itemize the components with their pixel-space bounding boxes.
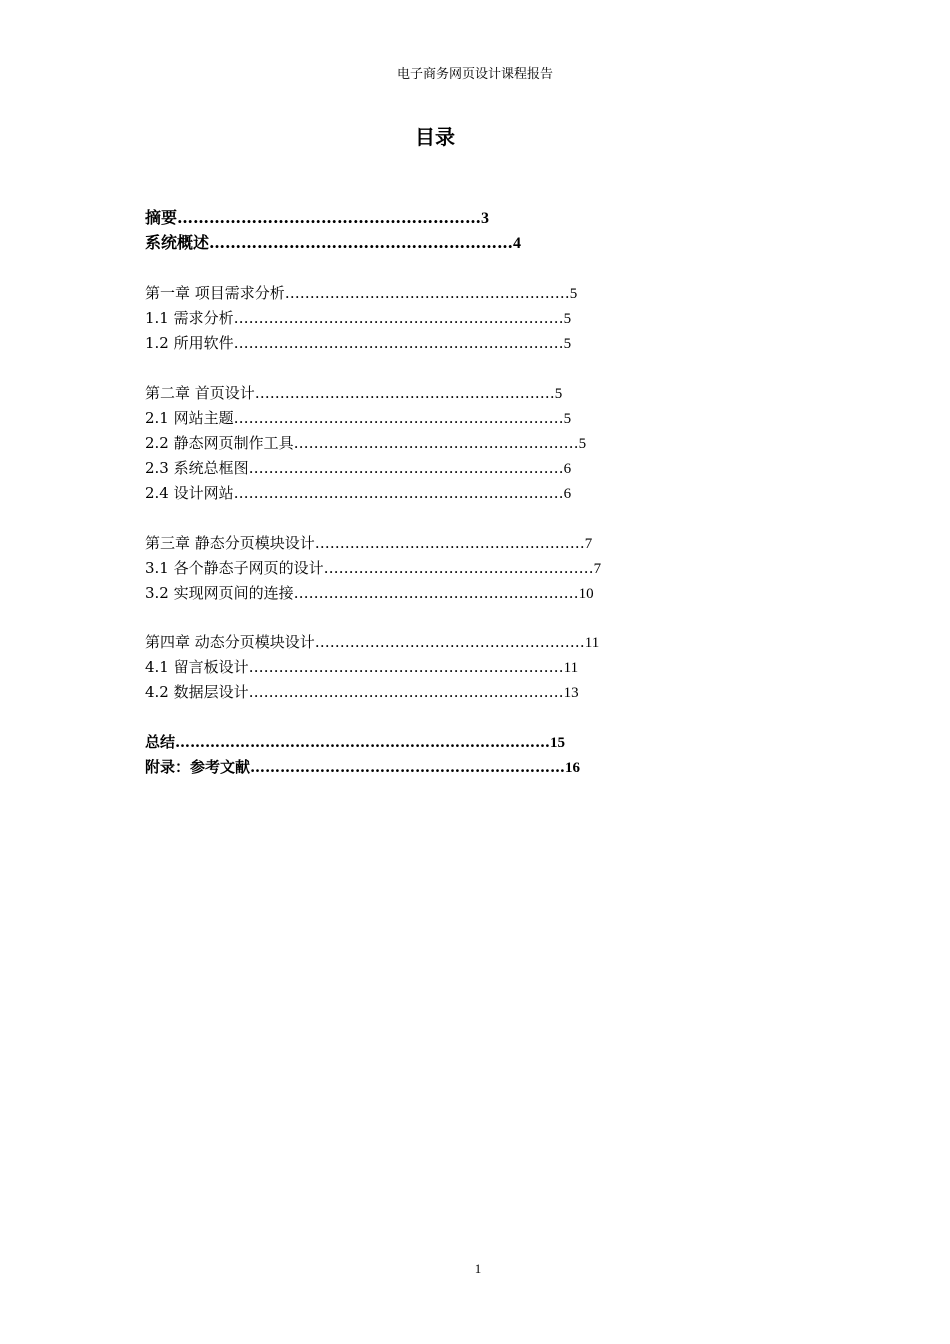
- toc-entry-label: 第三章 静态分页模块设计: [145, 534, 315, 552]
- toc-leader-dots: ………………………………………………………: [250, 758, 566, 776]
- toc-entry-page: 4: [513, 235, 522, 252]
- toc-entry-page: 7: [593, 561, 602, 577]
- toc-entry-page: 5: [563, 336, 572, 352]
- toc-entry-label: 第二章 首页设计: [145, 384, 255, 402]
- toc-entry-label: 3.1 各个静态子网页的设计: [145, 559, 324, 577]
- toc-leader-dots: …………………………………………………………………: [175, 733, 551, 751]
- toc-entry-label: 2.4 设计网站: [145, 484, 234, 502]
- toc-entry-label: 2.3 系统总框图: [145, 459, 249, 477]
- toc-entry-page: 6: [563, 486, 572, 502]
- toc-leader-dots: ………………………………………………………: [248, 683, 564, 701]
- running-header: 电子商务网页设计课程报告: [396, 67, 553, 82]
- toc-entry-page: 13: [563, 685, 579, 701]
- toc-entry-1-1: [145, 308, 571, 329]
- toc-entry-page: 16: [565, 760, 581, 776]
- toc-entry-2-2: [145, 433, 586, 454]
- toc-entry-chapter-2: [145, 383, 562, 404]
- toc-entry-page: 6: [563, 461, 572, 477]
- toc-entry-chapter-1: [145, 283, 577, 304]
- toc-leader-dots: …………………………………………………………: [233, 409, 564, 427]
- toc-entry-chapter-4: [145, 632, 599, 653]
- toc-entry-chapter-3: [145, 533, 592, 554]
- toc-entry-label: 1.1 需求分析: [145, 309, 234, 327]
- toc-entry-page: 15: [550, 735, 566, 751]
- toc-leader-dots: …………………………………………………: [177, 208, 482, 227]
- toc-entry-page: 3: [481, 210, 490, 227]
- toc-leader-dots: ……………………………………………………: [254, 384, 555, 402]
- toc-leader-dots: ………………………………………………: [314, 633, 585, 651]
- toc-entry-2-4: [145, 483, 571, 504]
- toc-entry-label: 2.2 静态网页制作工具: [145, 434, 294, 452]
- toc-entry-label: 3.2 实现网页间的连接: [145, 584, 294, 602]
- page-number: 1: [474, 1261, 482, 1276]
- toc-leader-dots: ………………………………………………: [323, 559, 594, 577]
- toc-leader-dots: …………………………………………………: [209, 233, 514, 252]
- toc-entry-label: 4.2 数据层设计: [145, 683, 249, 701]
- toc-entry-4-2: [145, 682, 579, 703]
- toc-entry-3-1: [145, 558, 601, 579]
- toc-entry-3-2: [145, 583, 594, 604]
- toc-entry-label: 附录：参考文献: [145, 758, 251, 776]
- toc-entry-page: 7: [584, 536, 593, 552]
- toc-leader-dots: …………………………………………………: [284, 284, 570, 302]
- toc-entry-page: 5: [563, 311, 572, 327]
- toc-entry-page: 11: [563, 660, 579, 676]
- toc-entry-4-1: [145, 657, 578, 678]
- toc-entry-page: 10: [578, 586, 594, 602]
- toc-entry-system-overview: [145, 233, 521, 254]
- toc-entry-1-2: [145, 333, 571, 354]
- toc-leader-dots: ………………………………………………………: [248, 459, 564, 477]
- toc-leader-dots: …………………………………………………: [293, 434, 579, 452]
- toc-leader-dots: …………………………………………………………: [233, 484, 564, 502]
- toc-entry-label: 4.1 留言板设计: [145, 658, 249, 676]
- toc-entry-2-1: [145, 408, 571, 429]
- toc-entry-label: 1.2 所用软件: [145, 334, 234, 352]
- toc-entry-page: 11: [584, 635, 600, 651]
- toc-entry-abstract: [145, 208, 489, 229]
- toc-entry-2-3: [145, 458, 571, 479]
- toc-leader-dots: …………………………………………………: [293, 584, 579, 602]
- toc-entry-label: 系统概述: [145, 233, 210, 252]
- toc-leader-dots: ………………………………………………: [314, 534, 585, 552]
- toc-entry-summary: [145, 732, 565, 753]
- toc-entry-label: 第一章 项目需求分析: [145, 284, 285, 302]
- toc-leader-dots: …………………………………………………………: [233, 309, 564, 327]
- toc-entry-label: 第四章 动态分页模块设计: [145, 633, 315, 651]
- toc-entry-page: 5: [569, 286, 578, 302]
- toc-title: 目录: [415, 125, 455, 149]
- toc-leader-dots: ………………………………………………………: [248, 658, 564, 676]
- toc-leader-dots: …………………………………………………………: [233, 334, 564, 352]
- toc-entry-label: 2.1 网站主题: [145, 409, 234, 427]
- toc-entry-page: 5: [563, 411, 572, 427]
- toc-entry-label: 摘要: [145, 208, 178, 227]
- toc-entry-page: 5: [578, 436, 587, 452]
- toc-entry-page: 5: [554, 386, 563, 402]
- toc-entry-label: 总结: [145, 733, 176, 751]
- toc-entry-appendix-references: [145, 757, 580, 778]
